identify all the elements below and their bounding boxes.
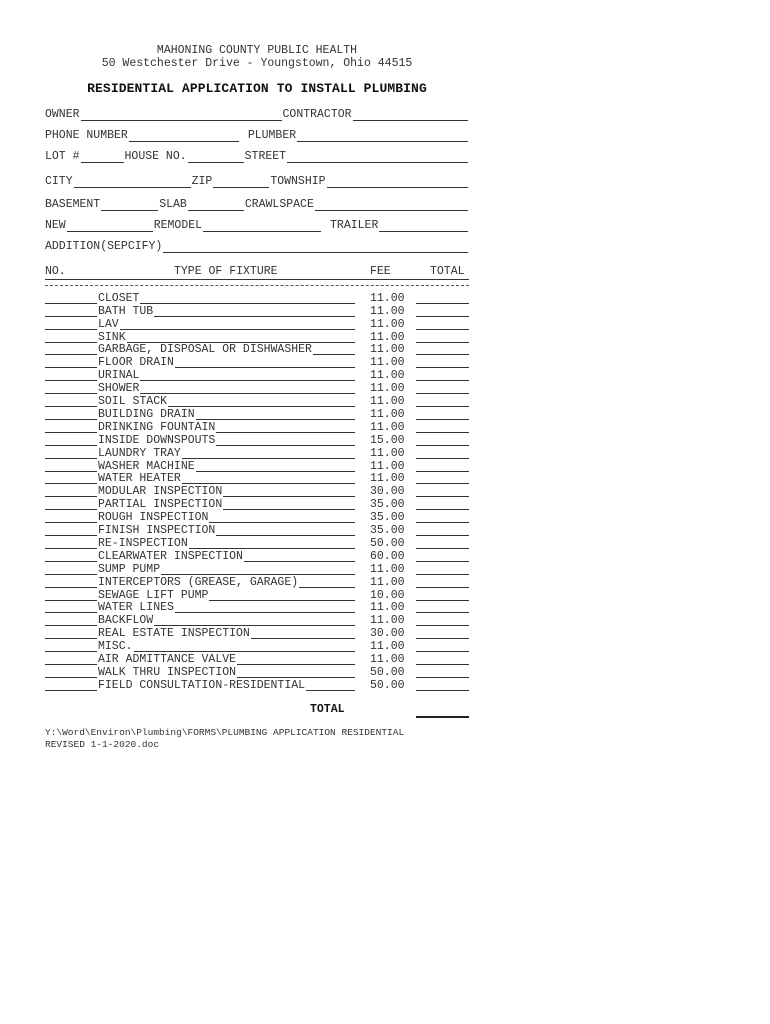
fixture-fee: 50.00 [370, 678, 405, 692]
fixture-name: ROUGH INSPECTION [98, 511, 209, 525]
table-row [45, 536, 469, 549]
fixture-name: CLOSET [98, 291, 140, 305]
street-field[interactable] [287, 151, 468, 163]
footer-path: Y:\Word\Environ\Plumbing\FORMS\PLUMBING APPLICATION RESIDENTIAL [45, 727, 405, 738]
plumber-label: PLUMBER [247, 129, 297, 142]
table-row [45, 407, 469, 420]
col-fee: FEE [370, 265, 391, 278]
fixture-name: AIR ADMITTANCE VALVE [98, 653, 237, 667]
owner-field[interactable] [81, 109, 282, 121]
fixture-name: LAV [98, 317, 119, 331]
city-field[interactable] [74, 176, 191, 188]
fixture-name: DRINKING FOUNTAIN [98, 420, 216, 434]
fixture-fee: 11.00 [370, 330, 405, 344]
basement-label: BASEMENT [45, 198, 101, 211]
quantity-field[interactable] [45, 690, 97, 691]
fixture-name: WATER HEATER [98, 472, 181, 486]
fixture-name: REAL ESTATE INSPECTION [98, 627, 250, 641]
fixture-fee: 11.00 [370, 420, 405, 434]
agency-name: MAHONING COUNTY PUBLIC HEALTH [156, 44, 358, 57]
fixture-name: MODULAR INSPECTION [98, 485, 223, 499]
fixture-name: INSIDE DOWNSPOUTS [98, 433, 216, 447]
fixture-name: SOIL STACK [98, 395, 168, 409]
fixture-fee: 30.00 [370, 485, 405, 499]
fixture-fee: 50.00 [370, 665, 405, 679]
new-label: NEW [45, 219, 66, 232]
remodel-field[interactable] [203, 220, 321, 232]
fixture-name: SEWAGE LIFT PUMP [98, 588, 209, 602]
table-row [45, 588, 469, 601]
fixture-name: INTERCEPTORS (GREASE, GARAGE) [98, 575, 299, 589]
addition-label: ADDITION(SEPCIFY) [45, 240, 163, 253]
grand-total-label: TOTAL [310, 703, 345, 716]
fixture-fee: 10.00 [370, 588, 405, 602]
crawlspace-label: CRAWLSPACE [244, 198, 314, 211]
fixture-fee: 30.00 [370, 627, 405, 641]
fixture-name: BUILDING DRAIN [98, 407, 195, 421]
address-row [45, 149, 469, 163]
table-row [45, 678, 469, 691]
fixture-fee: 35.00 [370, 524, 405, 538]
fixture-name: BATH TUB [98, 304, 154, 318]
col-type: TYPE OF FIXTURE [174, 265, 278, 278]
fixture-fee: 11.00 [370, 653, 405, 667]
dashed-divider [45, 285, 469, 286]
house-no-label: HOUSE NO. [124, 150, 187, 163]
project-type-row [45, 218, 469, 232]
city-row [45, 174, 469, 188]
fixture-name: SINK [98, 330, 126, 344]
fixture-fee: 11.00 [370, 291, 405, 305]
fixture-fee: 11.00 [370, 356, 405, 370]
fixture-name: RE-INSPECTION [98, 536, 188, 550]
addition-row [45, 239, 469, 253]
contractor-label: CONTRACTOR [282, 108, 352, 121]
fixture-fee: 11.00 [370, 562, 405, 576]
table-row [45, 665, 469, 678]
township-field[interactable] [327, 176, 468, 188]
table-row [45, 356, 469, 369]
trailer-field[interactable] [379, 220, 468, 232]
table-row [45, 562, 469, 575]
phone-plumber-row [45, 128, 469, 142]
fixture-fee: 11.00 [370, 407, 405, 421]
grand-total-field[interactable] [416, 716, 469, 718]
basement-field[interactable] [101, 199, 158, 211]
fixture-fee: 11.00 [370, 343, 405, 357]
table-row [45, 304, 469, 317]
house-no-field[interactable] [188, 151, 244, 163]
fixture-fee: 11.00 [370, 575, 405, 589]
row-total-field[interactable] [416, 690, 469, 691]
fixture-fee: 11.00 [370, 459, 405, 473]
fixture-fee: 11.00 [370, 472, 405, 486]
table-row [45, 394, 469, 407]
owner-contractor-row [45, 107, 469, 121]
fixture-fee: 11.00 [370, 614, 405, 628]
lot-field[interactable] [81, 151, 124, 163]
table-row [45, 420, 469, 433]
table-row [45, 317, 469, 330]
col-total: TOTAL [430, 265, 465, 278]
table-row [45, 523, 469, 536]
fixture-fee: 11.00 [370, 395, 405, 409]
fixture-name: WALK THRU INSPECTION [98, 665, 237, 679]
fixture-fee: 35.00 [370, 498, 405, 512]
township-label: TOWNSHIP [270, 175, 326, 188]
street-label: STREET [244, 150, 287, 163]
lot-label: LOT # [45, 150, 80, 163]
fixture-fee: 35.00 [370, 511, 405, 525]
fixture-name: WATER LINES [98, 601, 174, 615]
fixture-fee: 11.00 [370, 601, 405, 615]
table-row [45, 433, 469, 446]
fixture-fee: 11.00 [370, 304, 405, 318]
table-row [45, 639, 469, 652]
fixture-fee: 11.00 [370, 640, 405, 654]
table-row [45, 343, 469, 356]
foundation-row [45, 197, 469, 211]
table-row [45, 381, 469, 394]
form-title: RESIDENTIAL APPLICATION TO INSTALL PLUMBING [87, 81, 427, 96]
fixture-name: SHOWER [98, 382, 140, 396]
zip-label: ZIP [191, 175, 213, 188]
table-row [45, 485, 469, 498]
table-row [45, 472, 469, 485]
table-row [45, 626, 469, 639]
fixture-name: URINAL [98, 369, 140, 383]
city-label: CITY [45, 175, 73, 188]
grand-total-row [45, 703, 469, 717]
table-row [45, 549, 469, 562]
fixture-name: MISC. [98, 640, 133, 654]
fixture-fee: 15.00 [370, 433, 405, 447]
remodel-label: REMODEL [153, 219, 203, 232]
table-row [45, 459, 469, 472]
plumber-field[interactable] [297, 130, 468, 142]
fixture-name: FIELD CONSULTATION-RESIDENTIAL [98, 678, 306, 692]
fixture-fee: 11.00 [370, 317, 405, 331]
table-header [45, 265, 469, 279]
fixture-name: BACKFLOW [98, 614, 154, 628]
addition-field[interactable] [163, 241, 468, 253]
fixture-name: FLOOR DRAIN [98, 356, 174, 370]
header-underline [45, 279, 469, 280]
fixture-name: PARTIAL INSPECTION [98, 498, 223, 512]
crawlspace-field[interactable] [315, 199, 468, 211]
table-row [45, 368, 469, 381]
fixture-name: CLEARWATER INSPECTION [98, 549, 243, 563]
owner-label: OWNER [45, 108, 80, 121]
footer-revised: REVISED 1-1-2020.doc [45, 739, 160, 750]
table-row [45, 330, 469, 343]
fixture-fee: 11.00 [370, 446, 405, 460]
fixture-name: LAUNDRY TRAY [98, 446, 181, 460]
table-row [45, 614, 469, 627]
trailer-label: TRAILER [330, 219, 379, 232]
table-row [45, 601, 469, 614]
col-no: NO. [45, 265, 66, 278]
slab-field[interactable] [188, 199, 244, 211]
fixture-fee: 60.00 [370, 549, 405, 563]
fixture-fee: 50.00 [370, 536, 405, 550]
fixture-name: SUMP PUMP [98, 562, 161, 576]
table-row [45, 291, 469, 304]
fixture-name: WASHER MACHINE [98, 459, 195, 473]
table-row [45, 497, 469, 510]
fixture-name: FINISH INSPECTION [98, 524, 216, 538]
zip-field[interactable] [213, 176, 269, 188]
fixture-fee: 11.00 [370, 369, 405, 383]
phone-label: PHONE NUMBER [45, 129, 128, 142]
table-row [45, 575, 469, 588]
fixture-fee: 11.00 [370, 382, 405, 396]
contractor-field[interactable] [353, 109, 468, 121]
new-field[interactable] [67, 220, 153, 232]
slab-label: SLAB [159, 198, 187, 211]
table-row [45, 446, 469, 459]
table-row [45, 510, 469, 523]
phone-field[interactable] [129, 130, 239, 142]
table-row [45, 652, 469, 665]
fixture-name: GARBAGE, DISPOSAL OR DISHWASHER [98, 343, 312, 357]
agency-address: 50 Westchester Drive - Youngstown, Ohio 44515 [101, 57, 413, 70]
